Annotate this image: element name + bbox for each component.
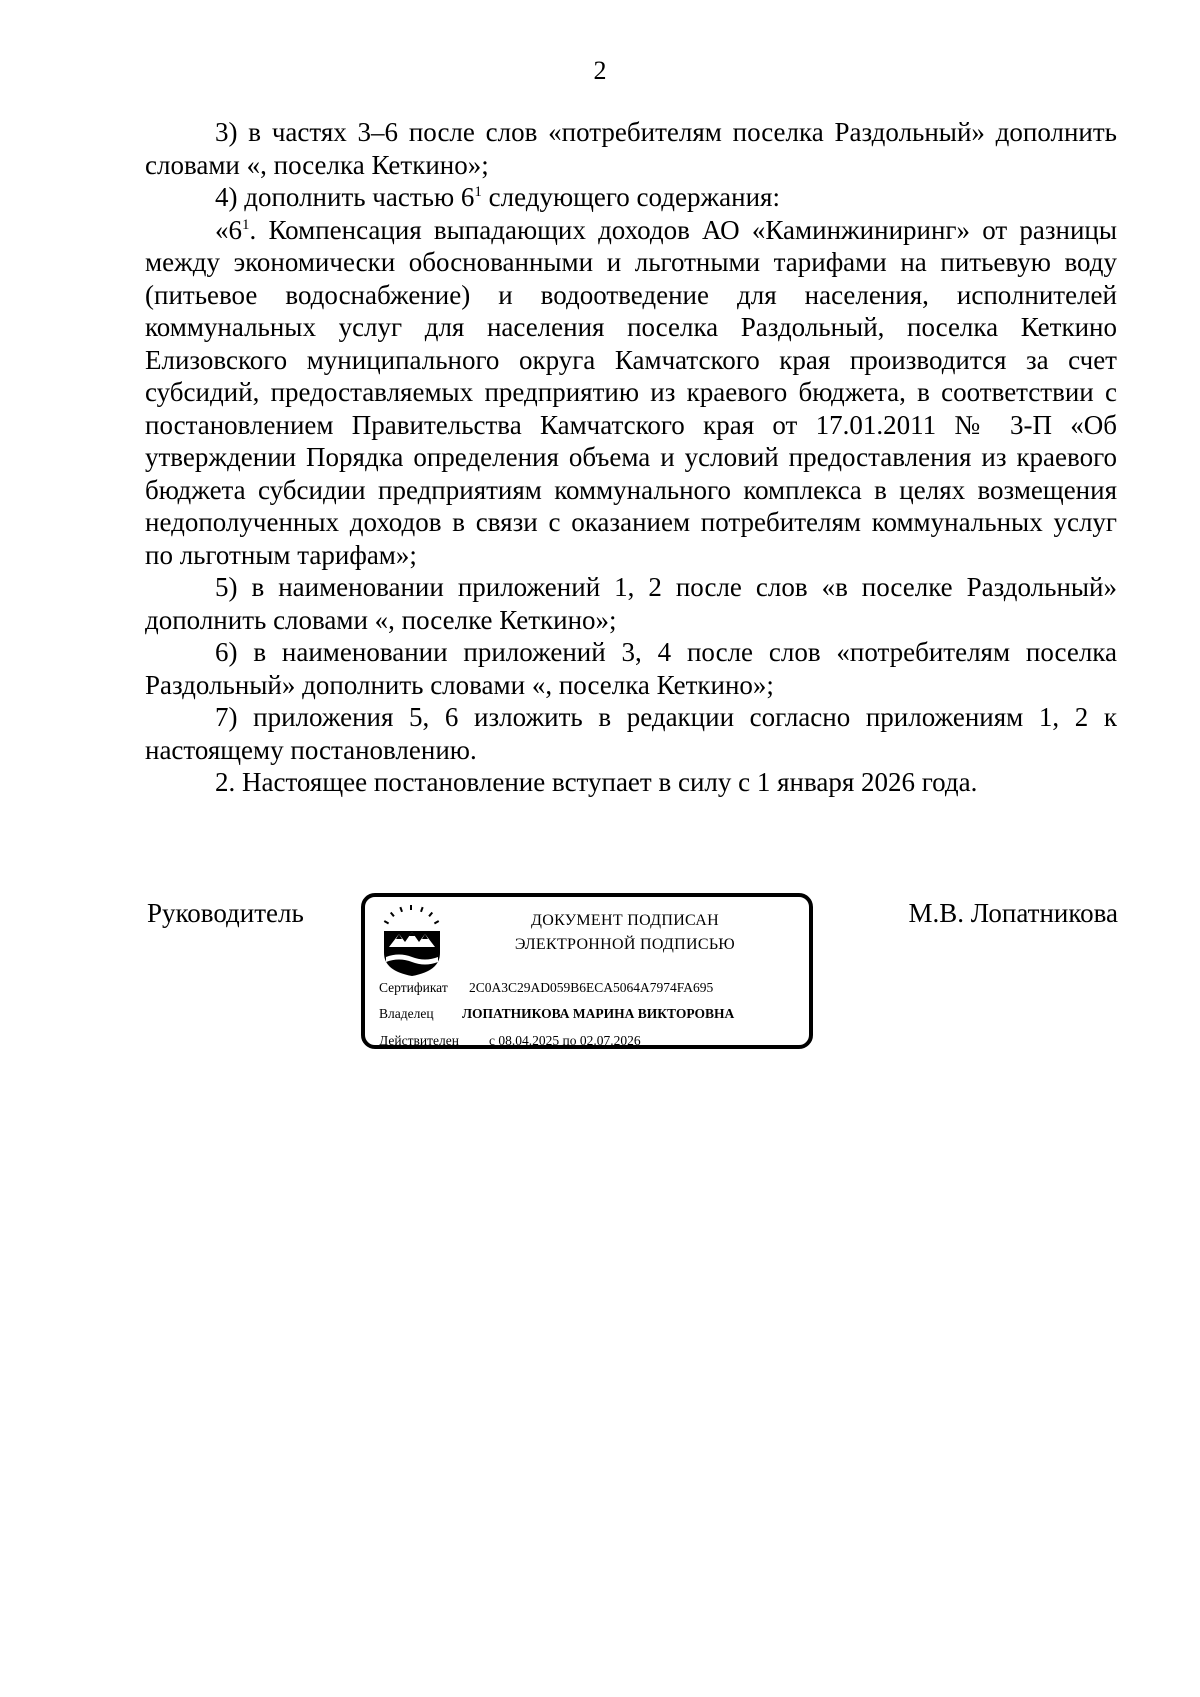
item-4-text-end: следующего содержания: — [481, 182, 780, 212]
part-6-1-start: «6 — [215, 214, 242, 245]
kamchatka-coat-of-arms-icon — [381, 905, 443, 977]
paragraph-clause-2: 2. Настоящее постановление вступает в силу с 1 января 2026 года. — [215, 767, 978, 797]
paragraph-item-5: 5) в наименовании приложений 1, 2 после слов «в поселке Раздольный» дополнить словами «, поселке Кеткино»; — [145, 572, 1117, 635]
owner-label: Владелец — [379, 1006, 434, 1021]
certificate-value: 2C0A3C29AD059B6ECA5064A7974FA695 — [469, 980, 714, 995]
document-body — [145, 116, 1117, 799]
superscript: 1 — [242, 216, 250, 233]
stamp-title — [465, 909, 785, 957]
paragraph-item-3: 3) в частях 3–6 после слов «потребителям поселка Раздольный» дополнить словами «, поселка Кеткино»; — [145, 117, 1117, 180]
paragraph-item-6: 6) в наименовании приложений 3, 4 после слов «потребителям поселка Раздольный» дополнить словами «, поселка Кеткино»; — [145, 637, 1117, 700]
stamp-validity-row — [379, 1032, 641, 1050]
certificate-label: Сертификат — [379, 980, 448, 995]
paragraph-item-4 — [145, 181, 1117, 214]
superscript: 1 — [474, 184, 482, 200]
part-6-1-text: . Компенсация выпадающих доходов АО «Каминжиниринг» от разницы между экономически обоснованными и льготными тарифами на питьевую воду (питьевое водоснабжение) и водоотведение для населения, исполнителей коммунальных услуг для населения поселка Раздольный, поселка Кеткино Елизовского муниципального округа Камчатского края производится за счет субсидий, предоставляемых предприятию из краевого бюджета, в соответствии с постановлением Правительства Камчатского края от 17.01.2011 № 3-П «Об утверждении Порядка определения объема и условий предоставления из краевого бюджета субсидии предприятиям коммунального комплекса в целях возмещения недополученных доходов в связи с оказанием потребителям коммунальных услуг по льготным тарифам»; — [145, 214, 1117, 570]
validity-label: Действителен — [379, 1033, 459, 1048]
signatory-role: Руководитель — [147, 898, 304, 928]
electronic-signature-stamp — [361, 893, 813, 1049]
page-number: 2 — [593, 56, 607, 85]
item-4-text: 4) дополнить частью 6 — [215, 182, 475, 212]
paragraph-part-6-1 — [145, 214, 1117, 572]
validity-value: с 08.04.2025 по 02.07.2026 — [489, 1033, 641, 1048]
stamp-owner-row — [379, 1005, 734, 1023]
stamp-certificate-row — [379, 979, 713, 997]
signatory-name: М.В. Лопатникова — [908, 898, 1118, 928]
stamp-title-line-2: ЭЛЕКТРОННОЙ ПОДПИСЬЮ — [514, 936, 736, 953]
owner-value: ЛОПАТНИКОВА МАРИНА ВИКТОРОВНА — [462, 1006, 735, 1021]
paragraph-item-7: 7) приложения 5, 6 изложить в редакции согласно приложениям 1, 2 к настоящему постановлению. — [145, 702, 1117, 765]
stamp-title-line-1: ДОКУМЕНТ ПОДПИСАН — [531, 912, 719, 929]
